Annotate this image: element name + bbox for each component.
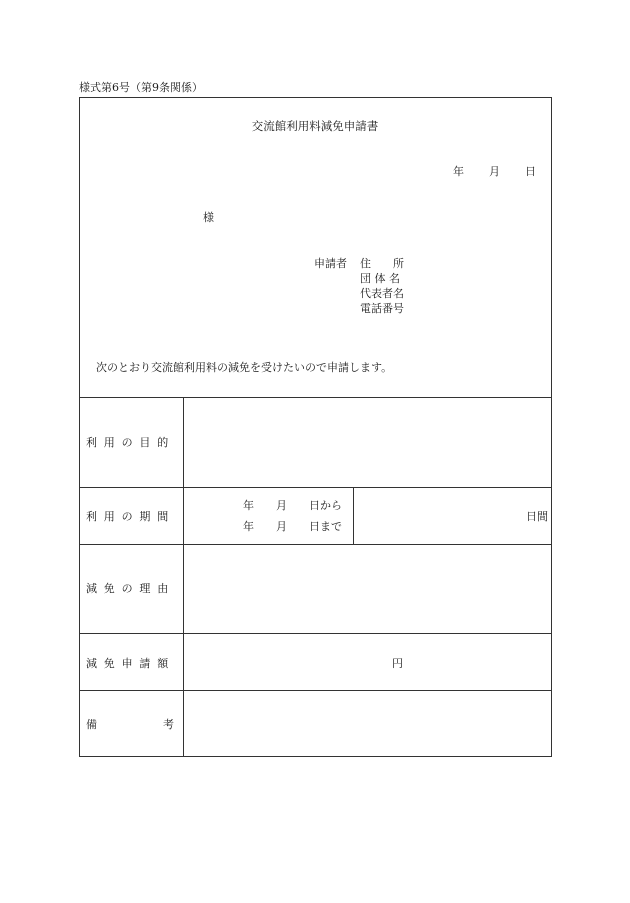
applicant-label: 申請者 <box>314 257 347 270</box>
applicant-representative-label: 代表者名 <box>360 287 404 300</box>
applicant-phone-label: 電話番号 <box>360 302 404 315</box>
label-column-divider <box>183 397 184 757</box>
days-unit: 日間 <box>526 510 548 523</box>
remarks-label: 備 考 <box>86 718 174 731</box>
purpose-label: 利用の目的 <box>86 436 175 449</box>
reason-label: 減免の理由 <box>86 582 175 595</box>
row-divider-1 <box>79 487 552 488</box>
addressee-suffix: 様 <box>203 211 214 224</box>
row-divider-4 <box>79 690 552 691</box>
period-to-text: 年 月 日まで <box>243 520 342 533</box>
table-top-divider <box>79 397 552 398</box>
row-divider-3 <box>79 633 552 634</box>
period-label: 利用の期間 <box>86 510 175 523</box>
row-divider-2 <box>79 544 552 545</box>
yen-unit: 円 <box>392 657 403 670</box>
applicant-address-label: 住 所 <box>360 257 404 270</box>
form-number: 様式第6号（第9条関係） <box>79 81 203 94</box>
period-from-text: 年 月 日から <box>243 499 342 512</box>
page-title: 交流館利用料減免申請書 <box>251 119 379 133</box>
period-days-divider <box>353 487 354 544</box>
date-year-label: 年 <box>453 165 464 178</box>
date-month-label: 月 <box>489 165 500 178</box>
amount-label: 減免申請額 <box>86 657 175 670</box>
application-statement: 次のとおり交流館利用料の減免を受けたいので申請します。 <box>96 361 393 374</box>
date-day-label: 日 <box>525 165 536 178</box>
applicant-group-name-label: 団 体 名 <box>360 272 400 285</box>
